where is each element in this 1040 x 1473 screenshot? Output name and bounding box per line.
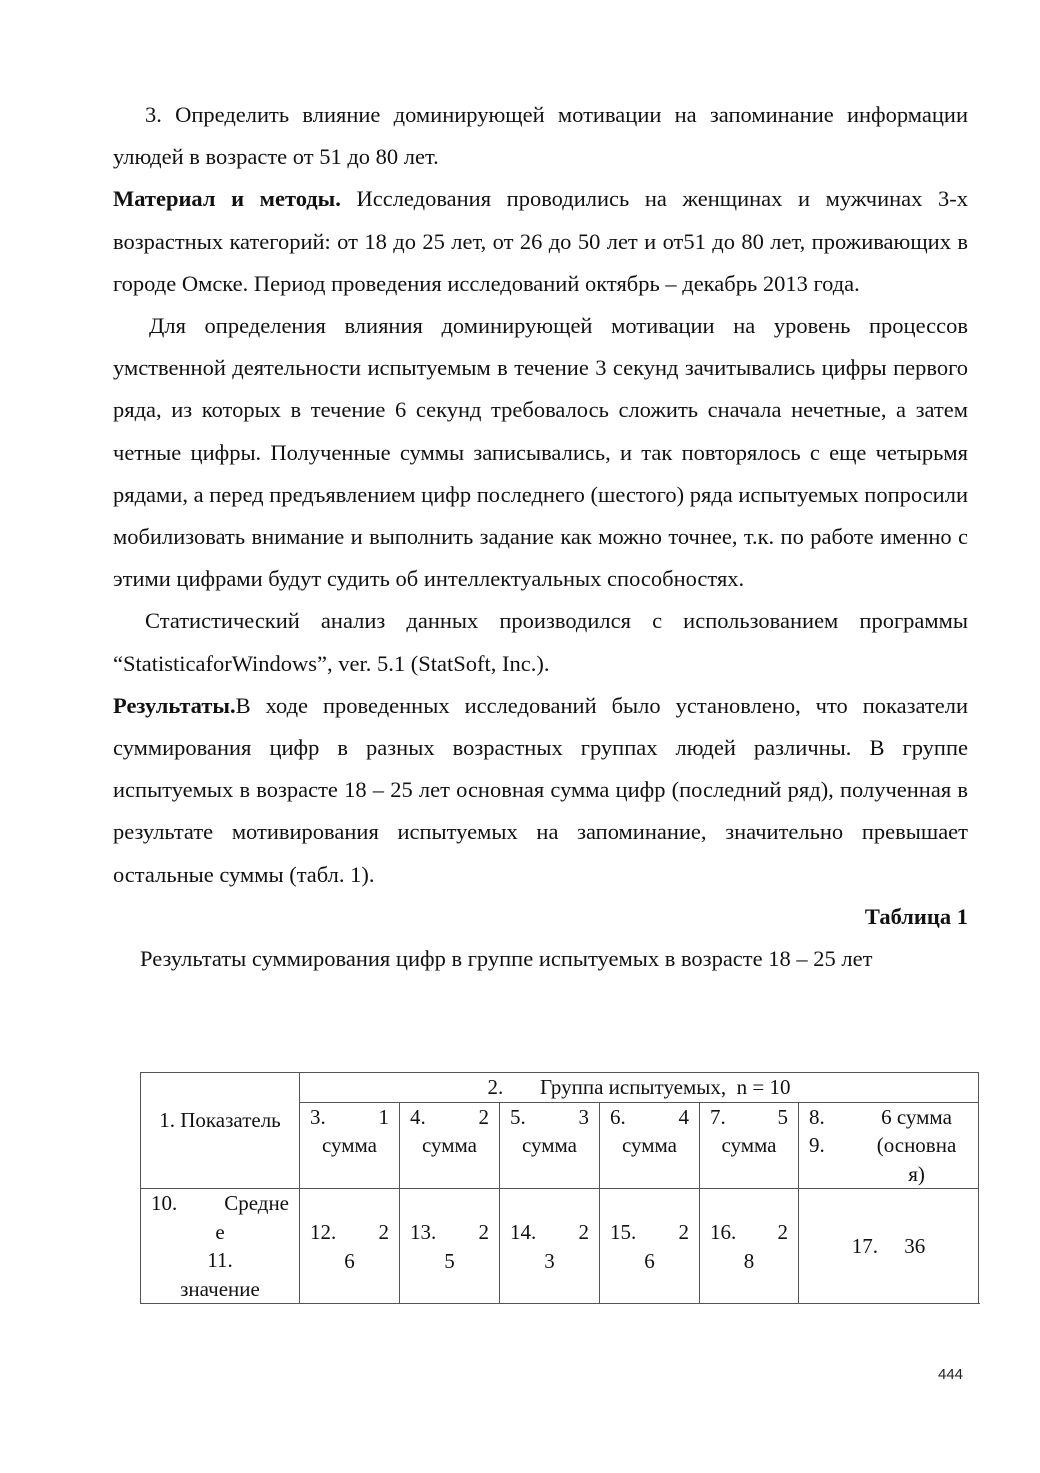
col-label: я) bbox=[908, 1161, 925, 1186]
indicator-header-text: 1. Показатель bbox=[159, 1108, 281, 1132]
col-label: сумма bbox=[721, 1133, 777, 1157]
cell-digit: 2 bbox=[478, 1220, 489, 1244]
col-n: 4 bbox=[678, 1104, 689, 1129]
col-n: 2 bbox=[478, 1104, 489, 1129]
col-num: 4. bbox=[410, 1104, 426, 1129]
col-label: сумма bbox=[321, 1133, 378, 1157]
paragraph-objective-3: 3. Определить влияние доминирующей мотивации на запоминание информации улюдей в возрасте от 51 до 80 лет. bbox=[113, 102, 968, 170]
cell-digit: 5 bbox=[444, 1248, 455, 1273]
value-cell-4 bbox=[600, 1189, 700, 1304]
indicator-header-cell bbox=[141, 1073, 300, 1189]
cell-digit: 2 bbox=[378, 1220, 389, 1244]
document-page bbox=[113, 94, 968, 980]
col-num: 3. bbox=[310, 1104, 326, 1129]
cell-num: 12. bbox=[310, 1220, 337, 1244]
col-n: 1 bbox=[378, 1104, 389, 1129]
cell-num: 13. bbox=[410, 1220, 437, 1244]
cell-num: 14. bbox=[510, 1220, 537, 1244]
col-n: 5 bbox=[777, 1104, 788, 1129]
sum-col-4-header bbox=[600, 1102, 700, 1189]
col-num: 9. bbox=[809, 1133, 825, 1157]
table-row bbox=[141, 1189, 979, 1304]
sum-col-5-header bbox=[700, 1102, 799, 1189]
cell-digit: 8 bbox=[743, 1248, 755, 1273]
cell-digit: 3 bbox=[544, 1248, 555, 1273]
row-word: е bbox=[215, 1219, 225, 1244]
group-header-cell: 2. Группа испытуемых, n = 10 bbox=[300, 1073, 979, 1103]
row-label-cell bbox=[141, 1189, 300, 1304]
cell-digit: 2 bbox=[678, 1220, 689, 1244]
col-n: 3 bbox=[578, 1104, 589, 1129]
table-label: Таблица 1 bbox=[864, 903, 968, 929]
cell-num: 16. bbox=[710, 1220, 737, 1244]
row-num: 11. bbox=[207, 1248, 233, 1272]
value-cell-2 bbox=[400, 1189, 500, 1304]
cell-digit: 2 bbox=[777, 1220, 788, 1244]
col-label: сумма bbox=[421, 1133, 478, 1157]
col-label: сумма bbox=[621, 1133, 678, 1157]
value-cell-5 bbox=[700, 1189, 799, 1304]
materials-methods-text: Исследования проводились на женщинах и мужчинах 3-х возрастных категорий: от 18 до 25 лет, от 26 до 50 лет и от51 до 80 лет, проживающих в городе Омске. Период проведения исследований октябрь – декабрь 2013 года. bbox=[113, 186, 969, 296]
table-title: Результаты суммирования цифр в группе испытуемых в возрасте 18 – 25 лет bbox=[140, 945, 873, 971]
value-cell-3 bbox=[500, 1189, 600, 1304]
materials-methods-heading: Материал и методы. bbox=[113, 186, 341, 212]
col-num: 5. bbox=[510, 1104, 526, 1129]
paragraph-materials-methods bbox=[113, 178, 968, 305]
paragraph-results bbox=[113, 685, 968, 896]
col-label: 6 сумма bbox=[881, 1104, 952, 1129]
cell-digit: 6 bbox=[344, 1248, 355, 1273]
sum-col-2-header bbox=[400, 1102, 500, 1189]
col-label: (основна bbox=[876, 1133, 957, 1157]
results-table bbox=[140, 1072, 979, 1304]
page-number: 444 bbox=[938, 1366, 964, 1383]
cell-num: 15. bbox=[610, 1220, 637, 1244]
main-sum-col-header bbox=[799, 1102, 979, 1189]
sum-col-3-header bbox=[500, 1102, 600, 1189]
paragraph-procedure: Для определения влияния доминирующей мотивации на уровень процессов умственной деятельности испытуемым в течение 3 секунд зачитывались цифры первого ряда, из которых в течение 6 секунд требовалось сложить сначала нечетные, а затем четные цифры. Полученные суммы записывались, и так повторялось с еще четырьмя рядами, а перед предъявлением цифр последнего (шестого) ряда испытуемых попросили мобилизовать внимание и выполнить задание как можно точнее, т.к. по работе именно с этими цифрами будут судить об интеллектуальных способностях. bbox=[113, 313, 968, 592]
value-cell-1 bbox=[300, 1189, 400, 1304]
col-num: 6. bbox=[610, 1104, 626, 1129]
cell-digit: 6 bbox=[644, 1248, 655, 1273]
row-word: Средне bbox=[224, 1191, 289, 1215]
main-sum-value-cell: 17. 36 bbox=[799, 1189, 979, 1304]
cell-digit: 2 bbox=[578, 1220, 589, 1244]
paragraph-statistics: Статистический анализ данных производился с использованием программы “StatisticaforWindows”, ver. 5.1 (StatSoft, Inc.). bbox=[113, 608, 968, 676]
results-heading: Результаты. bbox=[113, 692, 236, 718]
table-header-row bbox=[141, 1073, 979, 1103]
col-num: 7. bbox=[710, 1104, 726, 1129]
col-num: 8. bbox=[809, 1104, 825, 1129]
col-label: сумма bbox=[521, 1133, 578, 1157]
row-word: значение bbox=[180, 1276, 260, 1301]
row-num: 10. bbox=[151, 1191, 178, 1215]
sum-col-1-header bbox=[300, 1102, 400, 1189]
results-text: В ходе проведенных исследований было установлено, что показатели суммирования цифр в разных возрастных группах людей различны. В группе испытуемых в возрасте 18 – 25 лет основная сумма цифр (последний ряд), полученная в результате мотивирования испытуемых на запоминание, значительно превышает остальные суммы (табл. 1). bbox=[113, 692, 968, 887]
